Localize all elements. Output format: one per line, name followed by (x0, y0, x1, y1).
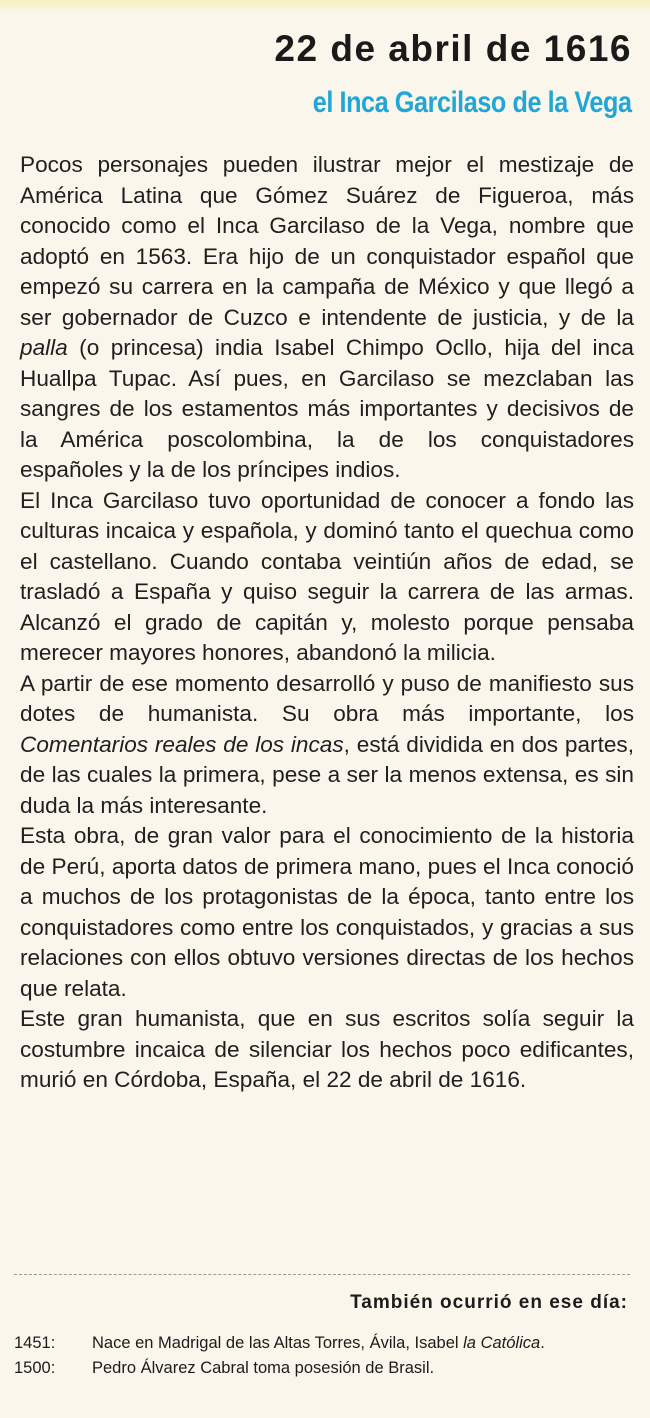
page-subtitle: el Inca Garcilaso de la Vega (313, 86, 632, 119)
book-title: Comentarios reales de los incas (20, 731, 344, 757)
page-title-date: 22 de abril de 1616 (274, 28, 632, 69)
event-text: Nace en Madrigal de las Altas Torres, Ávila, Isabel (92, 1334, 464, 1352)
article-body (20, 150, 634, 1096)
event-year: 1500: (14, 1359, 56, 1377)
paragraph-text: , está dividida en dos partes, de las cuales la primera, pese a ser la menos extensa, es sin duda la más interesante. (20, 731, 634, 818)
paragraph-text: (o princesa) india Isabel Chimpo Ocllo, hija del inca Huallpa Tupac. Así pues, en Garcilaso se mezclaban las sangres de los estamentos más importantes y decisivos de la América poscolombina, la de los conquistadores españoles y la de los príncipes indios. (20, 335, 634, 482)
event-year: 1451: (14, 1334, 56, 1352)
event-description: Pedro Álvarez Cabral toma posesión de Brasil. (92, 1359, 435, 1377)
article-paragraph (20, 150, 634, 486)
paragraph-text: A partir de ese momento desarrolló y puso de manifiesto sus dotes de humanista. Su obra más importante, los (20, 670, 634, 726)
article-paragraph: El Inca Garcilaso tuvo oportunidad de conocer a fondo las culturas incaica y española, y dominó tanto el quechua como el castellano. Cuando contaba veintiún años de edad, se trasladó a España y quiso seguir la carrera de las armas. Alcanzó el grado de capitán y, molesto porque pensaba merecer mayores honores, abandonó la milicia. (20, 487, 634, 665)
event-description (92, 1332, 636, 1354)
article-paragraph: Este gran humanista, que en sus escritos solía seguir la costumbre incaica de silenciar los hechos poco edificantes, murió en Córdoba, España, el 22 de abril de 1616. (20, 1006, 634, 1092)
also-happened-heading: También ocurrió en ese día: (350, 1292, 628, 1313)
section-divider (14, 1274, 630, 1275)
italic-term: palla (20, 335, 68, 360)
event-text-after: . (540, 1334, 545, 1352)
article-paragraph (20, 669, 634, 822)
top-color-band (0, 0, 650, 14)
article-paragraph: Esta obra, de gran valor para el conocimiento de la historia de Perú, aporta datos de primera mano, pues el Inca conoció a muchos de los protagonistas de la época, tanto entre los conquistadores como entre los conquistados, y gracias a sus relaciones con ellos obtuvo versiones directas de los hechos que relata. (20, 823, 634, 1001)
event-italic: la Católica (463, 1334, 541, 1352)
events-list (14, 1332, 636, 1382)
event-item (14, 1357, 636, 1379)
paragraph-text: Pocos personajes pueden ilustrar mejor el mestizaje de América Latina que Gómez Suárez de Figueroa, más conocido como el Inca Garcilaso de la Vega, nombre que adoptó en 1563. Era hijo de un conquistador español que empezó su carrera en la campaña de México y que llegó a ser gobernador de Cuzco e intendente de justicia, y de la (20, 152, 634, 330)
event-item (14, 1332, 636, 1354)
